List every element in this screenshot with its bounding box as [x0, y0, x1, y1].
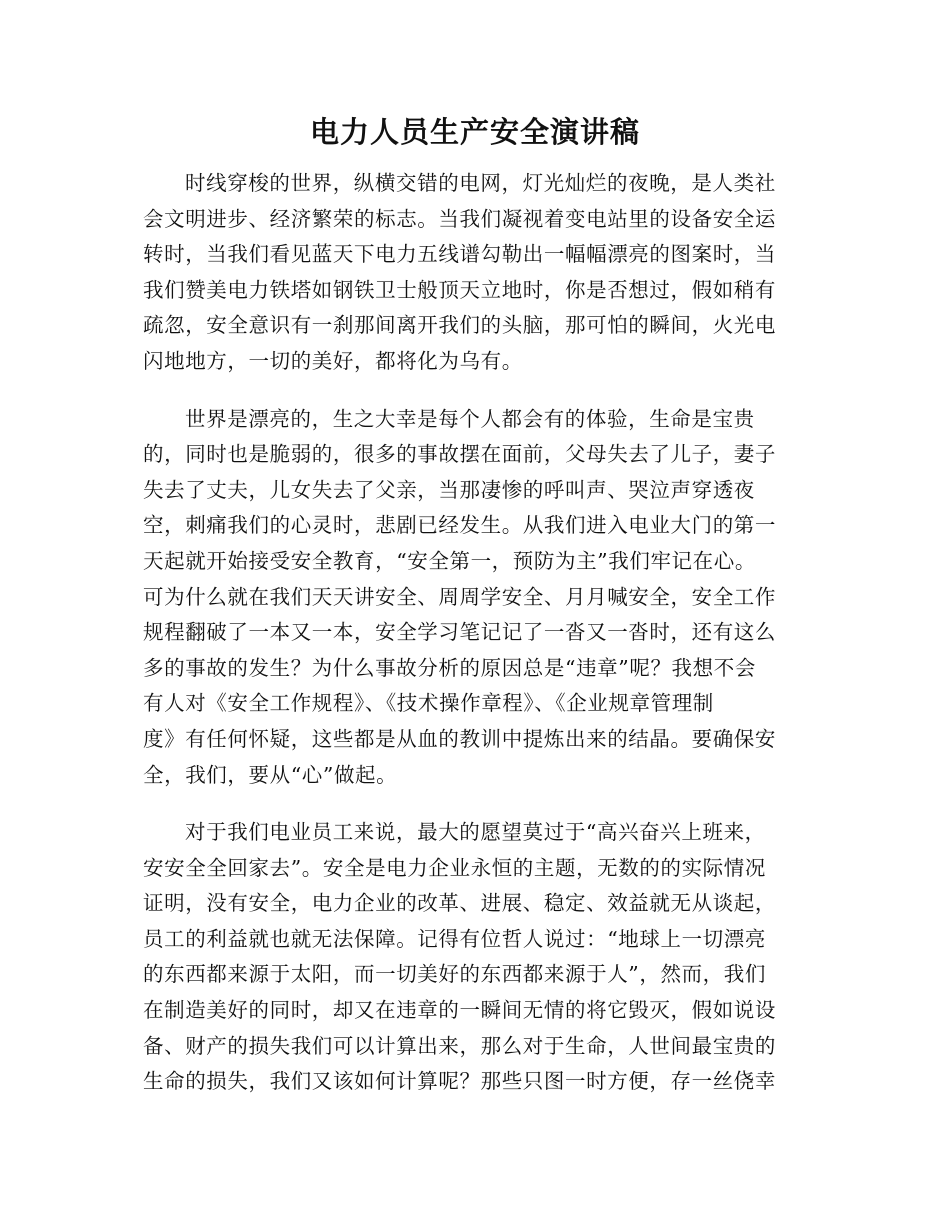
document-title: 电力人员生产安全演讲稿: [309, 115, 640, 149]
text-line: 世界是漂亮的，生之大幸是每个人都会有的体验，生命是宝贵: [185, 406, 755, 431]
text-line: 证明，没有安全，电力企业的改革、进展、稳定、效益就无从谈起，: [143, 891, 776, 916]
text-line: 规程翻破了一本又一本，安全学习笔记记了一沓又一沓时，还有这么: [143, 620, 776, 645]
paragraph-3: [143, 815, 803, 1100]
text-line: 天起就开始接受安全教育，“安全第一，预防为主”我们牢记在心。: [143, 548, 756, 573]
text-line: 时线穿梭的世界，纵横交错的电网，灯光灿烂的夜晚，是人类社: [185, 171, 776, 195]
text-line: 有人对《安全工作规程》、《技术操作章程》、《企业规章管理制: [143, 691, 714, 716]
text-line: 全，我们，要从“心”做起。: [143, 762, 398, 787]
text-line: 对于我们电业员工来说，最大的愿望莫过于“高兴奋兴上班来，: [185, 820, 766, 845]
paragraph-2: [143, 402, 803, 794]
text-line: 转时，当我们看见蓝天下电力五线谱勾勒出一幅幅漂亮的图案时，当: [143, 242, 776, 267]
text-line: 的东西都来源于太阳，而一切美好的东西都来源于人”，然而，我们: [143, 962, 766, 987]
text-line: 我们赞美电力铁塔如钢铁卫士般顶天立地时，你是否想过，假如稍有: [143, 277, 776, 302]
text-line: 员工的利益就也就无法保障。记得有位哲人说过：“地球上一切漂亮: [143, 926, 766, 951]
text-line: 备、财产的损失我们可以计算出来，那么对于生命，人世间最宝贵的: [143, 1033, 776, 1058]
paragraph-1: [143, 166, 803, 380]
text-line: 多的事故的发生？为什么事故分析的原因总是“违章”呢？我想不会: [143, 655, 756, 680]
text-line: 可为什么就在我们天天讲安全、周周学安全、月月喊安全，安全工作: [143, 584, 776, 609]
document-body: [143, 166, 803, 1122]
text-line: 的，同时也是脆弱的，很多的事故摆在面前，父母失去了儿子，妻子: [143, 442, 776, 467]
text-line: 度》有任何怀疑，这些都是从血的教训中提炼出来的结晶。要确保安: [143, 726, 776, 751]
text-line: 会文明进步、经济繁荣的标志。当我们凝视着变电站里的设备安全运: [143, 206, 776, 231]
text-line: 空，刺痛我们的心灵时，悲剧已经发生。从我们进入电业大门的第一: [143, 513, 776, 538]
text-line: 疏忽，安全意识有一刹那间离开我们的头脑，那可怕的瞬间，火光电: [143, 313, 776, 338]
text-line: 闪地地方，一切的美好，都将化为乌有。: [143, 348, 523, 373]
text-line: 在制造美好的同时，却又在违章的一瞬间无情的将它毁灭，假如说设: [143, 998, 776, 1023]
text-line: 失去了丈夫，儿女失去了父亲，当那凄惨的呼叫声、哭泣声穿透夜: [143, 477, 755, 502]
text-line: 生命的损失，我们又该如何计算呢？那些只图一时方便，存一丝侥幸: [143, 1069, 776, 1094]
text-line: 安安全全回家去”。安全是电力企业永恒的主题，无数的的实际情况: [143, 855, 766, 880]
